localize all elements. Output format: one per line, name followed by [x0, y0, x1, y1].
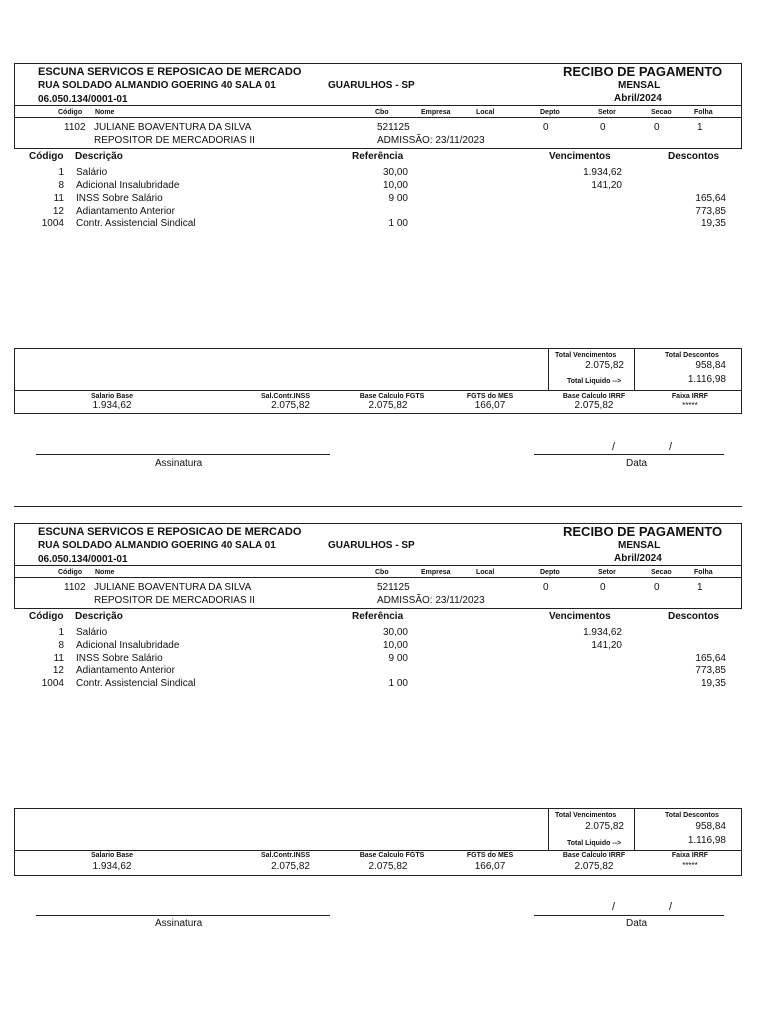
item-code: 1 [58, 627, 64, 638]
item-reference: 10,00 [382, 640, 408, 651]
emp-header-folha: Folha [694, 109, 713, 116]
item-earning: 141,20 [591, 180, 622, 191]
signature-line [36, 915, 330, 916]
item-code: 8 [58, 640, 64, 651]
item-description: Adicional Insalubridade [76, 640, 180, 651]
item-description: Contr. Assistencial Sindical [76, 218, 196, 229]
employee-admission: ADMISSÃO: 23/11/2023 [377, 595, 485, 606]
fgts-base-label: Base Calculo FGTS [359, 852, 425, 859]
employee-secao: 0 [654, 582, 660, 593]
item-earning: 141,20 [591, 640, 622, 651]
employee-admission: ADMISSÃO: 23/11/2023 [377, 135, 485, 146]
base-salary: 1.934,62 [92, 861, 132, 872]
emp-header-empresa: Empresa [421, 569, 451, 576]
employee-setor: 0 [600, 122, 606, 133]
total-earnings-label: Total Vencimentos [555, 812, 617, 819]
item-reference: 30,00 [382, 627, 408, 638]
irrf-bracket-label: Faixa IRRF [671, 852, 709, 859]
emp-header-nome: Nome [95, 569, 115, 576]
emp-header-secao: Secao [651, 109, 672, 116]
item-reference: 9 00 [388, 653, 408, 664]
item-deduction: 165,64 [695, 193, 726, 204]
base-salary-label: Salario Base [90, 852, 134, 859]
receipt-period: Abril/2024 [614, 93, 662, 104]
employee-code: 1102 [64, 122, 86, 133]
inss-base-label: Sal.Contr.INSS [260, 393, 310, 400]
date-slash-2: / [669, 901, 673, 913]
emp-header-depto: Depto [540, 109, 560, 116]
base-salary: 1.934,62 [92, 400, 132, 411]
total-deductions: 958,84 [695, 360, 726, 371]
item-description: Salário [76, 627, 108, 638]
item-deduction: 773,85 [695, 206, 726, 217]
items-header-vencimentos: Vencimentos [549, 611, 611, 622]
emp-header-empresa: Empresa [421, 109, 451, 116]
irrf-base: 2.075,82 [574, 400, 614, 411]
date-label: Data [626, 458, 648, 469]
employee-code: 1102 [64, 582, 86, 593]
items-header-codigo: Código [29, 151, 64, 162]
employee-depto: 0 [543, 122, 549, 133]
net-total-label: Total Liquido --> [567, 840, 622, 847]
employee-name: JULIANE BOAVENTURA DA SILVA [94, 582, 252, 593]
item-reference: 30,00 [382, 167, 408, 178]
date-slash-2: / [669, 441, 673, 453]
employee-folha: 1 [697, 582, 703, 593]
items-header-referencia: Referência [352, 611, 404, 622]
fgts-base: 2.075,82 [368, 861, 408, 872]
emp-header-codigo: Código [58, 569, 83, 576]
company-address: RUA SOLDADO ALMANDIO GOERING 40 SALA 01 [38, 540, 276, 551]
items-header-descricao: Descrição [75, 611, 123, 622]
date-line [534, 915, 724, 916]
irrf-bracket: ***** [682, 401, 698, 410]
date-label: Data [626, 918, 648, 929]
date-slash-1: / [612, 901, 616, 913]
company-address: RUA SOLDADO ALMANDIO GOERING 40 SALA 01 [38, 80, 276, 91]
items-header-descricao: Descrição [75, 151, 123, 162]
receipt-copy-2 [0, 460, 768, 929]
employee-name: JULIANE BOAVENTURA DA SILVA [94, 122, 252, 133]
item-description: INSS Sobre Salário [76, 653, 163, 664]
company-name: ESCUNA SERVICOS E REPOSICAO DE MERCADO [38, 526, 302, 538]
irrf-bracket: ***** [682, 861, 698, 870]
total-deductions-label: Total Descontos [665, 352, 719, 359]
emp-header-folha: Folha [694, 569, 713, 576]
item-deduction: 19,35 [700, 678, 726, 689]
item-deduction: 773,85 [695, 665, 726, 676]
item-code: 12 [52, 665, 64, 676]
receipt-type: MENSAL [618, 80, 661, 91]
emp-header-local: Local [476, 569, 495, 576]
items-header-codigo: Código [29, 611, 64, 622]
emp-header-secao: Secao [651, 569, 672, 576]
receipt-copy-1 [0, 0, 768, 469]
signature-line [36, 454, 330, 455]
emp-header-setor: Setor [598, 569, 616, 576]
inss-base: 2.075,82 [271, 861, 310, 872]
emp-header-cbo: Cbo [375, 109, 389, 116]
inss-base-label: Sal.Contr.INSS [260, 852, 310, 859]
employee-secao: 0 [654, 122, 660, 133]
employee-depto: 0 [543, 582, 549, 593]
total-earnings-label: Total Vencimentos [555, 352, 617, 359]
company-city: GUARULHOS - SP [328, 80, 415, 91]
item-earning: 1.934,62 [583, 167, 622, 178]
net-total: 1.116,98 [687, 835, 726, 846]
employee-setor: 0 [600, 582, 606, 593]
employee-folha: 1 [697, 122, 703, 133]
signature-label: Assinatura [155, 918, 203, 929]
item-description: Adiantamento Anterior [76, 206, 175, 217]
item-code: 8 [58, 180, 64, 191]
fgts-month: 166,07 [474, 400, 506, 411]
items-header-descontos: Descontos [668, 611, 720, 622]
total-earnings: 2.075,82 [585, 821, 624, 832]
total-deductions: 958,84 [695, 821, 726, 832]
item-code: 12 [52, 206, 64, 217]
item-code: 11 [53, 193, 64, 204]
receipt-title: RECIBO DE PAGAMENTO [563, 64, 723, 79]
emp-header-setor: Setor [598, 109, 616, 116]
items-header-vencimentos: Vencimentos [549, 151, 611, 162]
inss-base: 2.075,82 [271, 400, 310, 411]
employee-role: REPOSITOR DE MERCADORIAS II [94, 595, 255, 606]
receipt-type: MENSAL [618, 540, 661, 551]
item-earning: 1.934,62 [583, 627, 622, 638]
item-description: Adicional Insalubridade [76, 180, 180, 191]
company-name: ESCUNA SERVICOS E REPOSICAO DE MERCADO [38, 66, 302, 78]
fgts-base: 2.075,82 [368, 400, 408, 411]
total-deductions-label: Total Descontos [665, 812, 719, 819]
receipt-period: Abril/2024 [614, 553, 662, 564]
items-header-referencia: Referência [352, 151, 404, 162]
employee-role: REPOSITOR DE MERCADORIAS II [94, 135, 255, 146]
item-code: 1 [58, 167, 64, 178]
emp-header-cbo: Cbo [375, 569, 389, 576]
item-code: 1004 [41, 218, 64, 229]
item-description: Adiantamento Anterior [76, 665, 175, 676]
signature-label: Assinatura [155, 458, 203, 469]
item-description: Contr. Assistencial Sindical [76, 678, 196, 689]
item-code: 11 [53, 653, 64, 664]
irrf-base: 2.075,82 [574, 861, 614, 872]
emp-header-depto: Depto [540, 569, 560, 576]
company-city: GUARULHOS - SP [328, 540, 415, 551]
total-earnings: 2.075,82 [585, 360, 624, 371]
company-cnpj: 06.050.134/0001-01 [38, 554, 128, 565]
irrf-base-label: Base Calculo IRRF [562, 393, 626, 400]
item-deduction: 165,64 [695, 653, 726, 664]
fgts-base-label: Base Calculo FGTS [359, 393, 425, 400]
net-total-label: Total Liquido --> [567, 378, 622, 385]
item-code: 1004 [41, 678, 64, 689]
fgts-month: 166,07 [474, 861, 506, 872]
date-line [534, 454, 724, 455]
items-header-descontos: Descontos [668, 151, 720, 162]
irrf-base-label: Base Calculo IRRF [562, 852, 626, 859]
emp-header-nome: Nome [95, 109, 115, 116]
item-description: INSS Sobre Salário [76, 193, 163, 204]
item-reference: 10,00 [382, 180, 408, 191]
item-reference: 9 00 [388, 193, 408, 204]
item-description: Salário [76, 167, 108, 178]
irrf-bracket-label: Faixa IRRF [671, 393, 709, 400]
employee-cbo: 521125 [377, 122, 410, 133]
net-total: 1.116,98 [687, 374, 726, 385]
receipt-title: RECIBO DE PAGAMENTO [563, 524, 723, 539]
base-salary-label: Salario Base [90, 393, 134, 400]
fgts-month-label: FGTS do MES [466, 393, 514, 400]
date-slash-1: / [612, 441, 616, 453]
item-reference: 1 00 [388, 218, 408, 229]
company-cnpj: 06.050.134/0001-01 [38, 94, 128, 105]
item-deduction: 19,35 [700, 218, 726, 229]
fgts-month-label: FGTS do MES [466, 852, 514, 859]
emp-header-codigo: Código [58, 109, 83, 116]
employee-cbo: 521125 [377, 582, 410, 593]
emp-header-local: Local [476, 109, 495, 116]
item-reference: 1 00 [388, 678, 408, 689]
